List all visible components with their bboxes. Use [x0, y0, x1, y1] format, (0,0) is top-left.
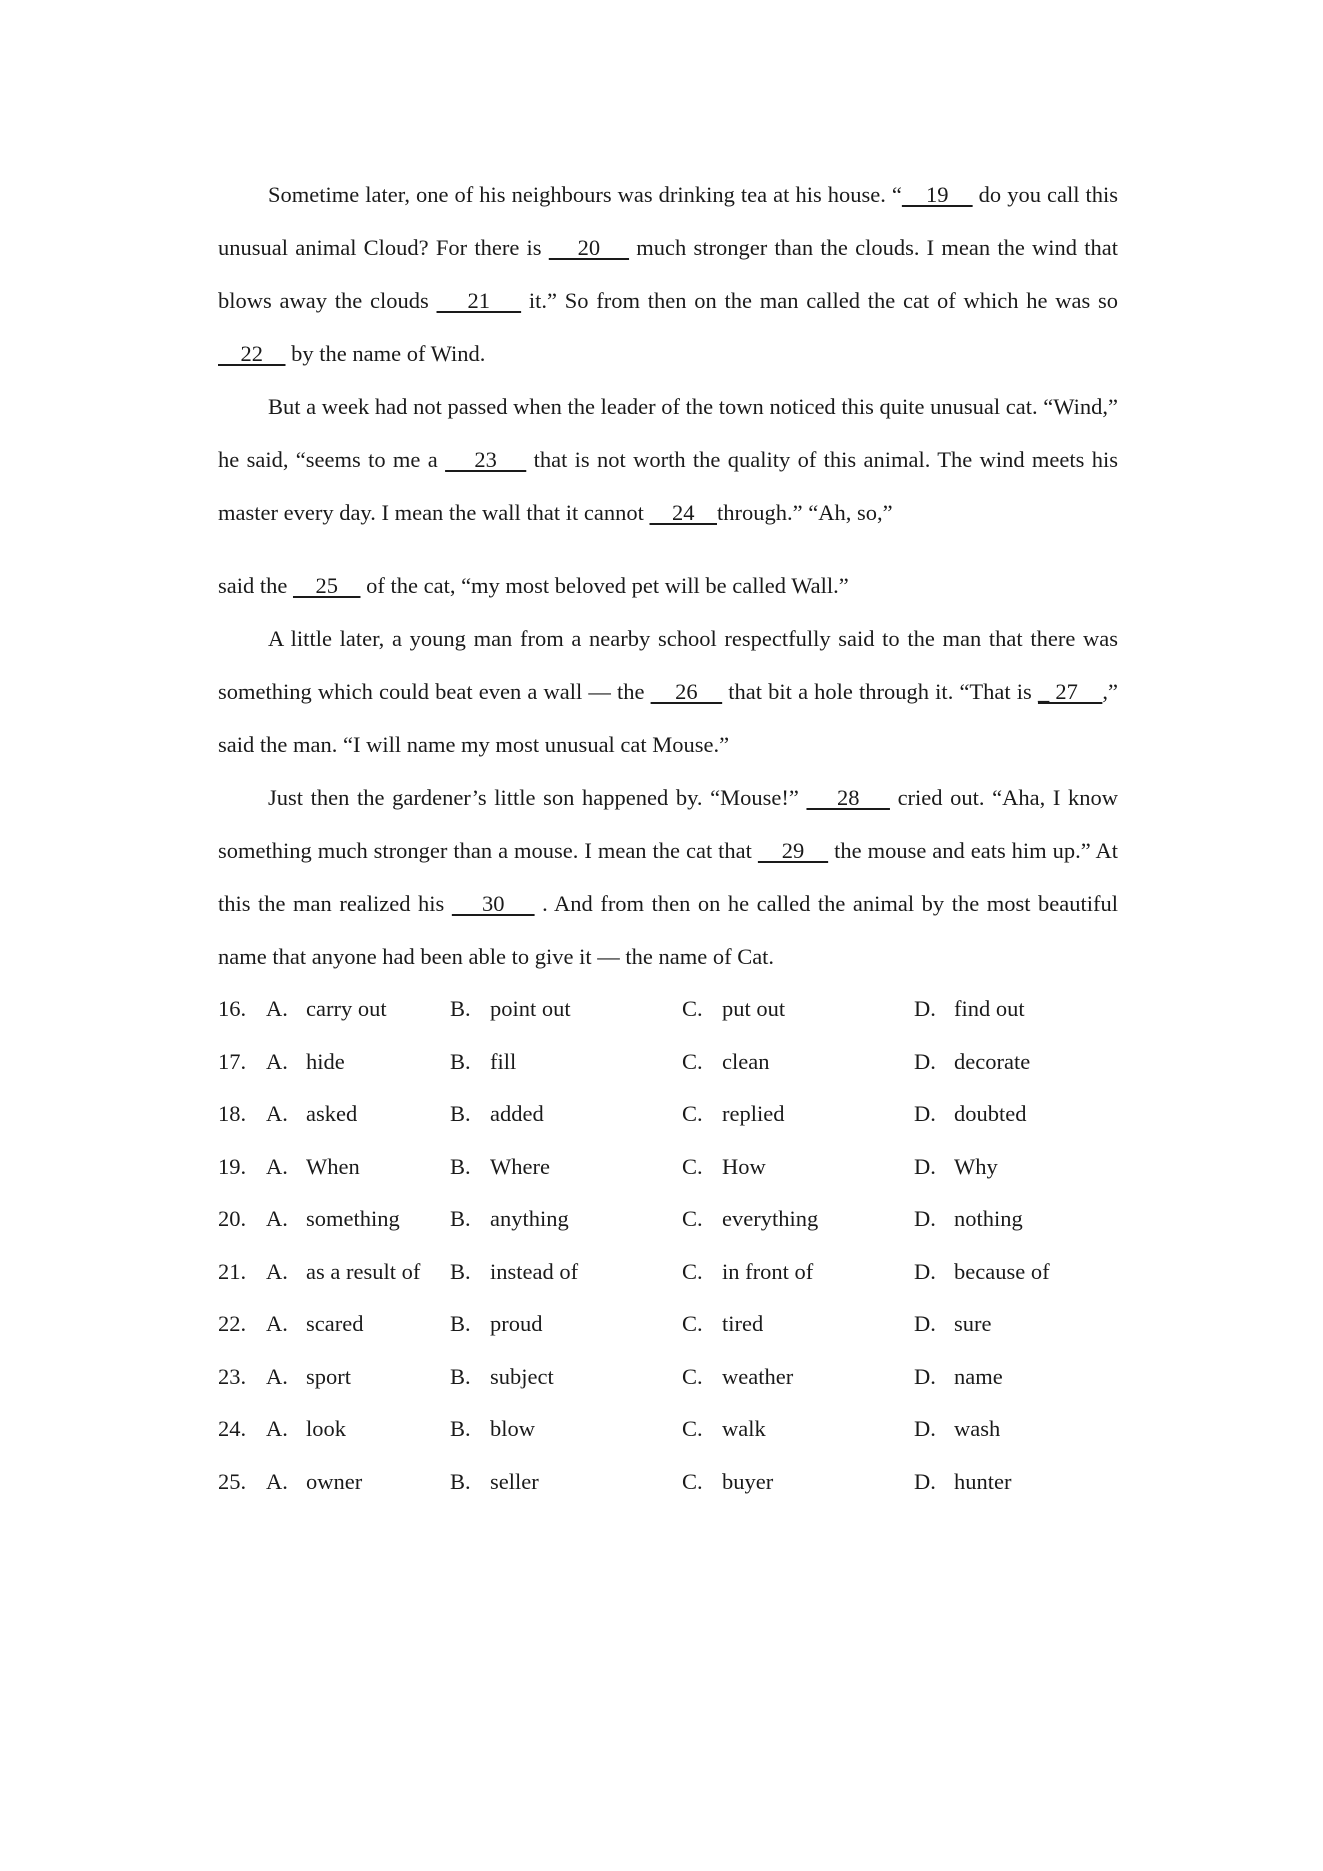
option-a[interactable] — [266, 1141, 450, 1194]
option-letter: D. — [914, 1468, 936, 1494]
option-text: added — [490, 1101, 544, 1126]
option-letter: B. — [450, 1101, 471, 1126]
option-d[interactable] — [914, 1036, 1074, 1089]
option-text: fill — [490, 1048, 517, 1074]
option-text: When — [306, 1153, 360, 1179]
option-letter: D. — [914, 1311, 936, 1336]
option-text: put out — [722, 996, 786, 1021]
option-text: carry out — [306, 996, 387, 1021]
option-letter: D. — [914, 1258, 936, 1284]
option-text: point out — [490, 996, 571, 1021]
option-c[interactable] — [682, 983, 914, 1036]
option-text: nothing — [954, 1206, 1023, 1231]
option-text: Where — [490, 1153, 550, 1179]
question-number: 17. — [218, 1048, 247, 1074]
question-row — [218, 1298, 1118, 1351]
passage-text: A little later, a young man from a nearby school respectfully said to the man that there was something which could beat even a wall — the — [218, 626, 1118, 704]
option-letter: C. — [682, 1206, 703, 1231]
option-a[interactable] — [266, 1351, 450, 1404]
option-d[interactable] — [914, 983, 1074, 1036]
option-letter: A. — [266, 1153, 288, 1179]
option-d[interactable] — [914, 1141, 1074, 1194]
option-d[interactable] — [914, 1246, 1074, 1299]
question-row — [218, 983, 1118, 1036]
option-b[interactable] — [450, 1298, 682, 1351]
paragraph-3 — [218, 559, 1118, 612]
option-letter: B. — [450, 1363, 471, 1389]
option-text: hide — [306, 1048, 345, 1074]
option-letter: C. — [682, 1258, 703, 1284]
option-letter: D. — [914, 1363, 936, 1389]
option-letter: D. — [914, 1416, 936, 1441]
option-letter: A. — [266, 1101, 288, 1126]
question-row — [218, 1351, 1118, 1404]
option-letter: C. — [682, 1416, 703, 1441]
option-c[interactable] — [682, 1193, 914, 1246]
passage-text: much stronger than the clouds. I mean the wind that blows away the clouds — [218, 235, 1119, 313]
option-letter: A. — [266, 1258, 288, 1284]
question-row — [218, 1036, 1118, 1089]
question-number: 18. — [218, 1101, 247, 1126]
option-b[interactable] — [450, 1036, 682, 1089]
question-row — [218, 1246, 1118, 1299]
question-number: 25. — [218, 1468, 247, 1494]
option-c[interactable] — [682, 1036, 914, 1089]
passage-text: . And from then on he called the animal by the most beautiful name that anyone had been able to give it — the name of Cat. — [218, 891, 1118, 969]
question-number: 24. — [218, 1416, 247, 1441]
passage-text: said the — [218, 573, 293, 598]
blank-20: 20 — [548, 235, 630, 260]
option-letter: A. — [266, 996, 288, 1021]
question-number: 23. — [218, 1363, 247, 1389]
option-letter: D. — [914, 1153, 936, 1179]
option-letter: A. — [266, 1363, 288, 1389]
option-letter: D. — [914, 1048, 936, 1074]
paragraph-4 — [218, 612, 1118, 771]
option-d[interactable] — [914, 1456, 1074, 1509]
question-row — [218, 1141, 1118, 1194]
blank-24: 24 — [649, 500, 717, 525]
passage-text: of the cat, “my most beloved pet will be called Wall.” — [360, 573, 849, 598]
option-letter: A. — [266, 1416, 288, 1441]
passage-text: that is not worth the quality of this animal. The wind meets his master every day. I mean the wall that it cannot — [218, 447, 1119, 525]
answer-options — [218, 983, 1118, 1508]
option-text: instead of — [490, 1258, 579, 1284]
option-a[interactable] — [266, 1246, 450, 1299]
option-text: because of — [954, 1258, 1050, 1284]
option-text: sure — [954, 1311, 992, 1336]
passage-text: the mouse and eats him up.” At this the man realized his — [218, 838, 1118, 916]
option-text: as a result of — [306, 1258, 421, 1284]
option-text: Why — [954, 1153, 998, 1179]
option-letter: D. — [914, 996, 936, 1021]
option-text: everything — [722, 1206, 819, 1231]
option-text: weather — [722, 1363, 794, 1389]
question-number: 19. — [218, 1153, 247, 1179]
option-d[interactable] — [914, 1298, 1074, 1351]
option-letter: B. — [450, 1206, 471, 1231]
option-letter: B. — [450, 1153, 471, 1179]
option-a[interactable] — [266, 983, 450, 1036]
option-text: seller — [490, 1468, 539, 1494]
paragraph-5 — [218, 771, 1118, 983]
option-letter: B. — [450, 1416, 471, 1441]
option-d[interactable] — [914, 1088, 1074, 1141]
paragraph-1 — [218, 168, 1118, 380]
option-text: anything — [490, 1206, 569, 1231]
option-c[interactable] — [682, 1456, 914, 1509]
question-row — [218, 1456, 1118, 1509]
option-text: How — [722, 1153, 766, 1179]
option-a[interactable] — [266, 1036, 450, 1089]
option-letter: A. — [266, 1206, 288, 1231]
option-text: wash — [954, 1416, 1001, 1441]
option-a[interactable] — [266, 1088, 450, 1141]
option-d[interactable] — [914, 1193, 1074, 1246]
blank-21: 21 — [436, 288, 522, 313]
exam-page — [218, 168, 1118, 1508]
question-number: 22. — [218, 1311, 247, 1336]
passage-text: by the name of Wind. — [285, 341, 486, 366]
option-c[interactable] — [682, 1298, 914, 1351]
blank-19: 19 — [901, 182, 973, 207]
option-letter: B. — [450, 1048, 471, 1074]
paragraph-2 — [218, 380, 1118, 539]
option-letter: C. — [682, 1101, 703, 1126]
option-text: in front of — [722, 1258, 814, 1284]
option-b[interactable] — [450, 1456, 682, 1509]
option-text: subject — [490, 1363, 554, 1389]
option-c[interactable] — [682, 1246, 914, 1299]
question-number: 21. — [218, 1258, 247, 1284]
option-text: walk — [722, 1416, 766, 1441]
option-letter: C. — [682, 1153, 703, 1179]
option-letter: D. — [914, 1101, 936, 1126]
option-text: buyer — [722, 1468, 774, 1494]
option-letter: C. — [682, 1468, 703, 1494]
question-row — [218, 1193, 1118, 1246]
option-text: proud — [490, 1311, 543, 1336]
option-text: something — [306, 1206, 400, 1231]
option-text: hunter — [954, 1468, 1012, 1494]
passage-text: ,” said the man. “I will name my most unusual cat Mouse.” — [218, 679, 1118, 757]
option-letter: C. — [682, 996, 703, 1021]
option-b[interactable] — [450, 1403, 682, 1456]
option-letter: C. — [682, 1311, 703, 1336]
option-b[interactable] — [450, 1246, 682, 1299]
option-text: find out — [954, 996, 1025, 1021]
blank-30: 30 — [451, 891, 535, 916]
option-d[interactable] — [914, 1403, 1074, 1456]
passage-text: Sometime later, one of his neighbours was drinking tea at his house. “ — [268, 182, 902, 207]
option-text: tired — [722, 1311, 764, 1336]
blank-22: 22 — [218, 341, 286, 366]
blank-23: 23 — [445, 447, 527, 472]
blank-28: 28 — [806, 785, 890, 810]
cloze-passage — [218, 168, 1118, 983]
option-c[interactable] — [682, 1141, 914, 1194]
question-number: 20. — [218, 1206, 247, 1231]
passage-text: Just then the gardener’s little son happened by. “Mouse!” — [268, 785, 807, 810]
option-c[interactable] — [682, 1403, 914, 1456]
passage-text: it.” So from then on the man called the cat of which he was so — [521, 288, 1118, 313]
option-c[interactable] — [682, 1088, 914, 1141]
option-letter: A. — [266, 1311, 288, 1336]
question-row — [218, 1088, 1118, 1141]
option-b[interactable] — [450, 1141, 682, 1194]
option-text: name — [954, 1363, 1003, 1389]
option-a[interactable] — [266, 1456, 450, 1509]
option-d[interactable] — [914, 1351, 1074, 1404]
option-b[interactable] — [450, 1351, 682, 1404]
option-text: sport — [306, 1363, 351, 1389]
passage-text: do you call this unusual animal Cloud? For there is — [218, 182, 1119, 260]
blank-27: _ 27 — [1037, 679, 1103, 704]
option-b[interactable] — [450, 983, 682, 1036]
blank-25: 25 — [292, 573, 361, 598]
passage-text: But a week had not passed when the leader of the town noticed this quite unusual cat. “Wind,” he said, “seems to me a — [218, 394, 1118, 472]
option-letter: B. — [450, 1258, 471, 1284]
blank-26: 26 — [650, 679, 723, 704]
option-letter: B. — [450, 996, 471, 1021]
option-text: replied — [722, 1101, 785, 1126]
option-a[interactable] — [266, 1298, 450, 1351]
option-a[interactable] — [266, 1193, 450, 1246]
question-number: 16. — [218, 996, 247, 1021]
option-text: clean — [722, 1048, 770, 1074]
option-a[interactable] — [266, 1403, 450, 1456]
option-letter: A. — [266, 1048, 288, 1074]
option-b[interactable] — [450, 1088, 682, 1141]
question-row — [218, 1403, 1118, 1456]
option-letter: B. — [450, 1468, 471, 1494]
option-letter: A. — [266, 1468, 288, 1494]
option-text: blow — [490, 1416, 535, 1441]
passage-text: cried out. “Aha, I know something much stronger than a mouse. I mean the cat that — [218, 785, 1118, 863]
option-text: scared — [306, 1311, 364, 1336]
option-letter: B. — [450, 1311, 471, 1336]
option-letter: D. — [914, 1206, 936, 1231]
blank-29: 29 — [757, 838, 829, 863]
option-text: doubted — [954, 1101, 1027, 1126]
option-c[interactable] — [682, 1351, 914, 1404]
option-text: asked — [306, 1101, 358, 1126]
option-text: decorate — [954, 1048, 1031, 1074]
option-letter: C. — [682, 1048, 703, 1074]
option-text: look — [306, 1416, 347, 1441]
option-b[interactable] — [450, 1193, 682, 1246]
option-letter: C. — [682, 1363, 703, 1389]
passage-text: through.” “Ah, so,” — [717, 500, 893, 525]
passage-text: that bit a hole through it. “That is — [722, 679, 1038, 704]
option-text: owner — [306, 1468, 363, 1494]
